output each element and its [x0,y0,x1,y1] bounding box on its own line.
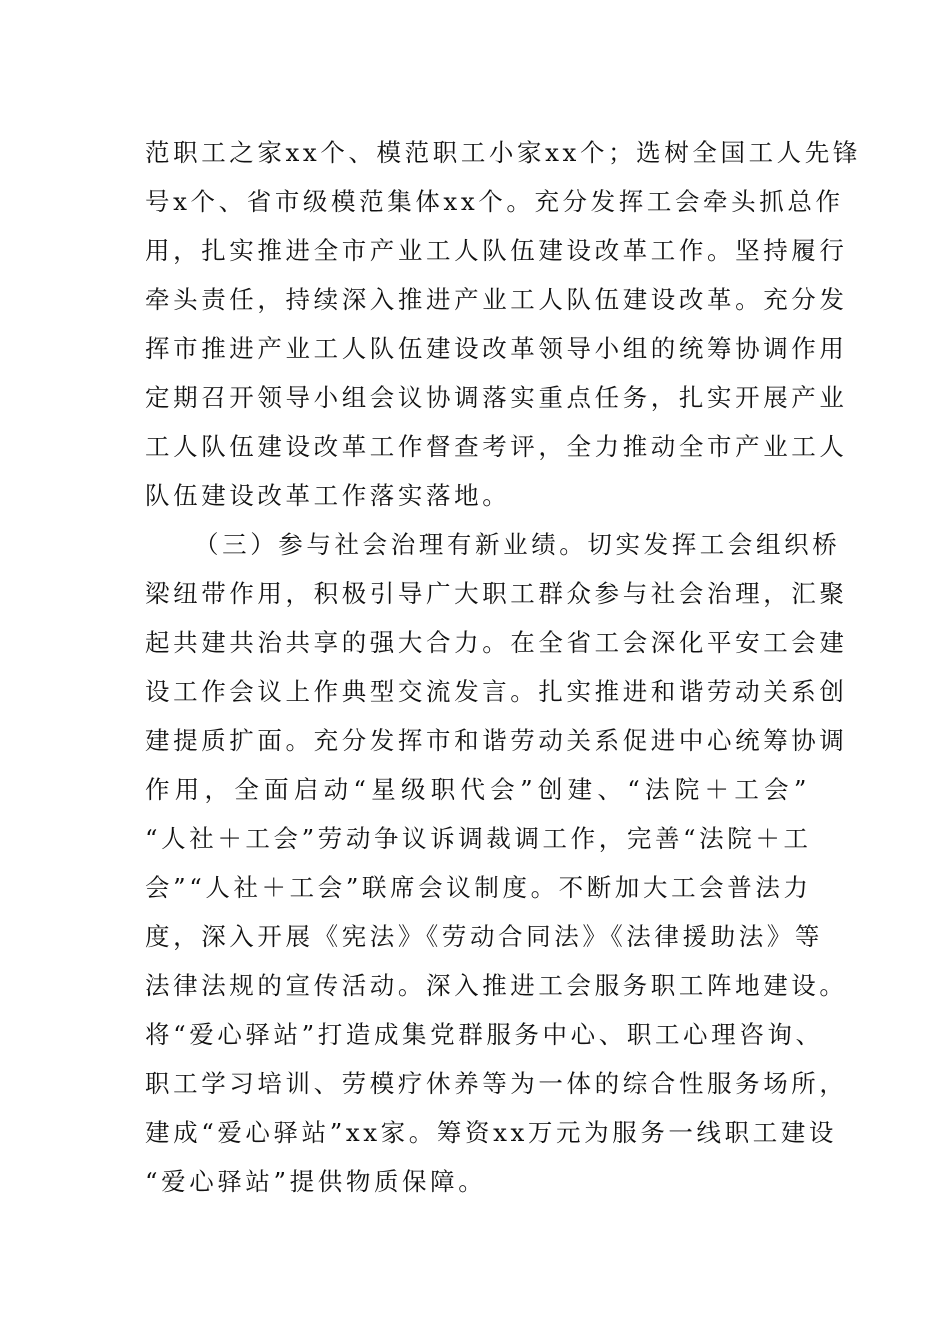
text-line: 挥市推进产业工人队伍建设改革领导小组的统筹协调作用 [145,334,848,363]
text-line: 建成“爱心驿站”xx家。筹资xx万元为服务一线职工建设 [145,1118,838,1147]
text-line: 牵头责任，持续深入推进产业工人队伍建设改革。充分发 [145,285,848,314]
text-line: 法律法规的宣传活动。深入推进工会服务职工阵地建设。 [145,971,848,1000]
text-line: 范职工之家xx个、模范职工小家xx个；选树全国工人先锋 [145,138,861,167]
text-line: 建提质扩面。充分发挥市和谐劳动关系促进中心统筹协调 [145,726,848,755]
paragraph-2 [145,520,848,1206]
section-heading-line: （三）参与社会治理有新业绩。切实发挥工会组织桥 [194,530,841,559]
text-line: 职工学习培训、劳模疗休养等为一体的综合性服务场所， [145,1069,848,1098]
text-line: 号x个、省市级模范集体xx个。充分发挥工会牵头抓总作 [145,187,844,216]
text-line: 设工作会议上作典型交流发言。扎实推进和谐劳动关系创 [145,677,848,706]
text-line: 会”“人社＋工会”联席会议制度。不断加大工会普法力 [145,873,812,902]
paragraph-1 [145,128,861,520]
text-line: “人社＋工会”劳动争议诉调裁调工作，完善“法院＋工 [145,824,812,853]
text-line: 梁纽带作用，积极引导广大职工群众参与社会治理，汇聚 [145,579,848,608]
text-line: 定期召开领导小组会议协调落实重点任务，扎实开展产业 [145,383,848,412]
text-line: 将“爱心驿站”打造成集党群服务中心、职工心理咨询、 [145,1020,824,1049]
text-line: “爱心驿站”提供物质保障。 [145,1167,487,1196]
text-line: 度，深入开展《宪法》《劳动合同法》《法律援助法》等 [145,922,823,951]
text-line: 用，扎实推进全市产业工人队伍建设改革工作。坚持履行 [145,236,848,265]
text-line: 作用，全面启动“星级职代会”创建、“法院＋工会” [145,775,810,804]
text-line: 工人队伍建设改革工作督查考评，全力推动全市产业工人 [145,432,848,461]
body-text [145,128,861,1206]
text-line: 队伍建设改革工作落实落地。 [145,481,511,510]
text-line: 起共建共治共享的强大合力。在全省工会深化平安工会建 [145,628,848,657]
